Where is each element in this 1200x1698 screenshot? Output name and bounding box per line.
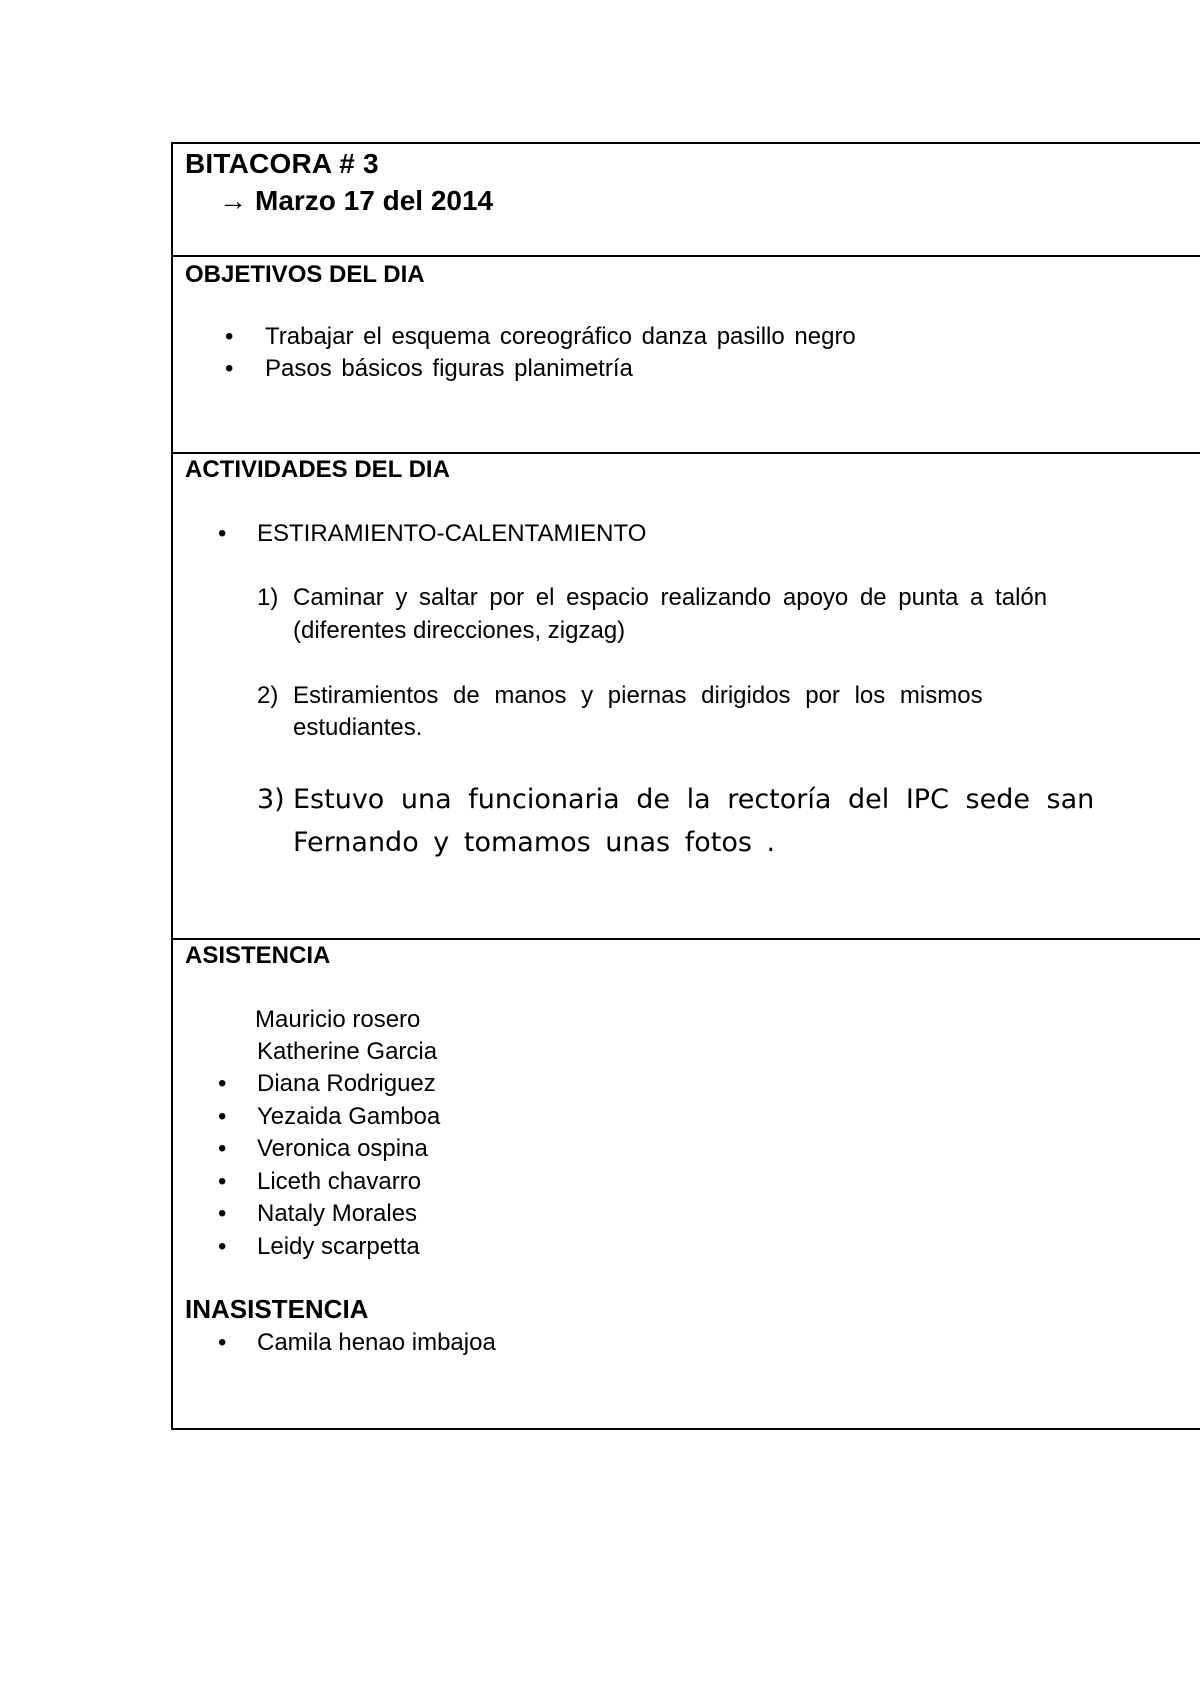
objective-text: Trabajar el esquema coreográfico danza pasillo negro [265,323,856,350]
attendance-heading: ASISTENCIA [185,942,331,969]
list-item [225,323,856,351]
step-number: 3) [257,784,285,815]
absence-heading: INASISTENCIA [185,1294,369,1324]
bitacora-table [171,142,1200,1430]
step-number: 1) [257,584,279,611]
bullet-icon: • [218,1103,227,1130]
step-number: 2) [257,682,279,709]
date-text: Marzo 17 del 2014 [255,185,494,216]
attendee-name: Diana Rodriguez [257,1070,436,1097]
list-item [218,1168,421,1196]
activity-bullet-text: ESTIRAMIENTO-CALENTAMIENTO [257,520,647,547]
title-row [173,144,1200,257]
document-date [219,185,493,217]
attendee-name: Mauricio rosero [255,1006,421,1033]
list-item [225,355,633,383]
activities-row [173,454,1200,940]
step-text-continued: estudiantes. [293,714,423,741]
list-item [218,1233,420,1261]
absentee-name: Camila henao imbajoa [257,1329,496,1356]
arrow-icon: → [219,185,247,216]
document-title: BITACORA # 3 [185,148,379,179]
list-item [218,1103,440,1131]
step-text-continued: Fernando y tomamos unas fotos . [293,827,776,858]
bullet-icon: • [225,323,234,350]
attendee-name: Katherine Garcia [257,1038,438,1065]
attendee-name: Leidy scarpetta [257,1233,420,1260]
bullet-icon: • [218,1168,227,1195]
activities-heading: ACTIVIDADES DEL DIA [185,456,450,483]
bullet-icon: • [218,520,227,547]
step-text: Caminar y saltar por el espacio realizando apoyo de punta a talón [293,584,1048,611]
bullet-icon: • [218,1200,227,1227]
attendee-name: Veronica ospina [257,1135,428,1162]
objectives-row [173,257,1200,454]
step-text-continued: (diferentes direcciones, zigzag) [293,617,626,644]
attendee-name: Nataly Morales [257,1200,418,1227]
list-item [218,1200,417,1228]
bullet-icon: • [218,1233,227,1260]
bullet-icon: • [218,1329,227,1356]
list-item [218,1135,428,1163]
objectives-heading: OBJETIVOS DEL DIA [185,261,425,288]
list-item [218,520,646,548]
bullet-icon: • [218,1135,227,1162]
attendee-name: Liceth chavarro [257,1168,422,1195]
list-item [218,1070,436,1098]
activity-step-2 [257,682,983,710]
bullet-icon: • [225,355,234,382]
objective-text: Pasos básicos figuras planimetría [265,355,633,382]
list-item [218,1329,496,1357]
attendance-row [173,940,1200,1428]
activity-step-1 [257,584,1047,612]
step-text: Estuvo una funcionaria de la rectoría del IPC sede san [293,784,1095,815]
attendee-name: Yezaida Gamboa [257,1103,441,1130]
step-text: Estiramientos de manos y piernas dirigidos por los mismos [293,682,983,709]
bullet-icon: • [218,1070,227,1097]
activity-step-3 [257,784,1094,815]
